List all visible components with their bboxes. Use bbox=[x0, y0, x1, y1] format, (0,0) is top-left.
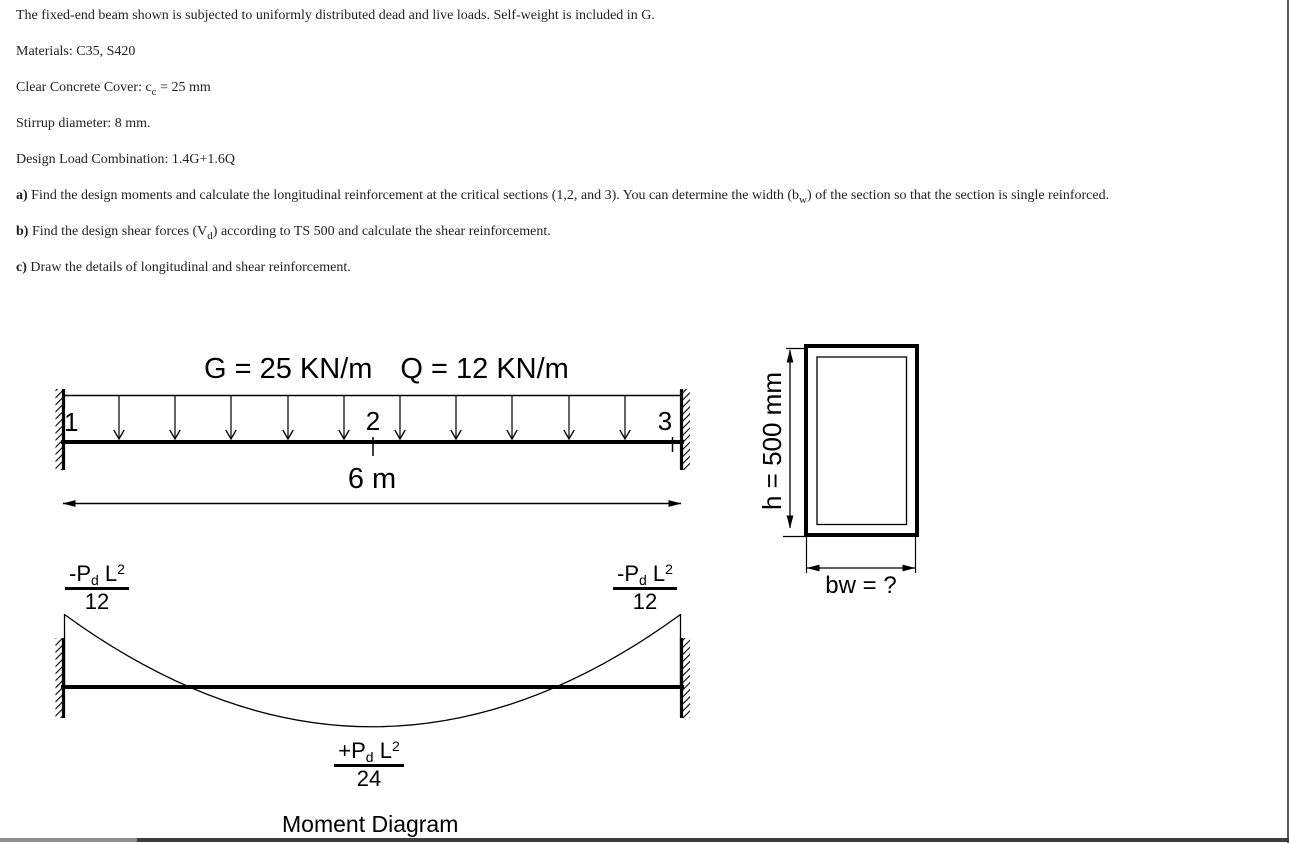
bottom-edge-gray bbox=[0, 838, 137, 842]
problem-line-cover: Clear Concrete Cover: $c_c = 25$ mm bbox=[16, 80, 211, 98]
moment-right-hatch bbox=[683, 638, 691, 718]
section-figure bbox=[783, 346, 917, 573]
live-load-value: Q = 12 KN/m bbox=[400, 353, 569, 385]
problem-item-c: c) Draw the details of longitudinal and shear reinforcement. bbox=[16, 260, 351, 275]
dead-load-value: G = 25 KN/m bbox=[204, 353, 373, 385]
problem-item-b: b) Find the design shear forces $(V_d)$ according to TS 500 and calculate the shear reinforcement. bbox=[16, 224, 551, 242]
bottom-edge-dark bbox=[137, 838, 1289, 842]
load-label bbox=[204, 353, 569, 386]
right-support-hatch bbox=[683, 389, 691, 470]
point-3-label: 3 bbox=[657, 406, 673, 436]
section-height-label: h = 500 mm bbox=[757, 372, 787, 511]
problem-line-materials: Materials: C35, S420 bbox=[16, 44, 136, 59]
moment-left-hatch bbox=[56, 638, 64, 718]
section-stirrup-rect bbox=[817, 357, 907, 525]
point-2-label: 2 bbox=[365, 406, 381, 436]
point-1-label: 1 bbox=[64, 407, 79, 437]
problem-line-load-combination: Design Load Combination: 1.4G+1.6Q bbox=[16, 152, 236, 167]
span-length-label: 6 m bbox=[347, 463, 397, 495]
problem-line-intro: The fixed-end beam shown is subjected to uniformly distributed dead and live loads. Self-weight is included in G. bbox=[16, 8, 655, 23]
section-outer-rect bbox=[806, 346, 917, 535]
midspan-moment-label: $\frac{+P_d L^2}{24}$ bbox=[330, 739, 408, 790]
left-end-moment-label: $\frac{-P_d L^2}{12}$ bbox=[58, 562, 136, 613]
moment-curve bbox=[65, 615, 681, 727]
section-width-label: bw = ? bbox=[825, 572, 897, 599]
right-end-moment-label: $\frac{-P_d L^2}{12}$ bbox=[606, 562, 684, 613]
moment-figure bbox=[56, 614, 691, 727]
problem-item-a: a) Find the design moments and calculate the longitudinal reinforcement at the critical sections (1,2, and 3). You can determine the width $(b_w)$ of the section so that the section is single reinforced. bbox=[16, 188, 1110, 206]
moment-diagram-caption: Moment Diagram bbox=[282, 811, 459, 837]
problem-line-stirrup: Stirrup diameter: 8 mm. bbox=[16, 116, 151, 131]
left-support-hatch bbox=[56, 389, 64, 470]
